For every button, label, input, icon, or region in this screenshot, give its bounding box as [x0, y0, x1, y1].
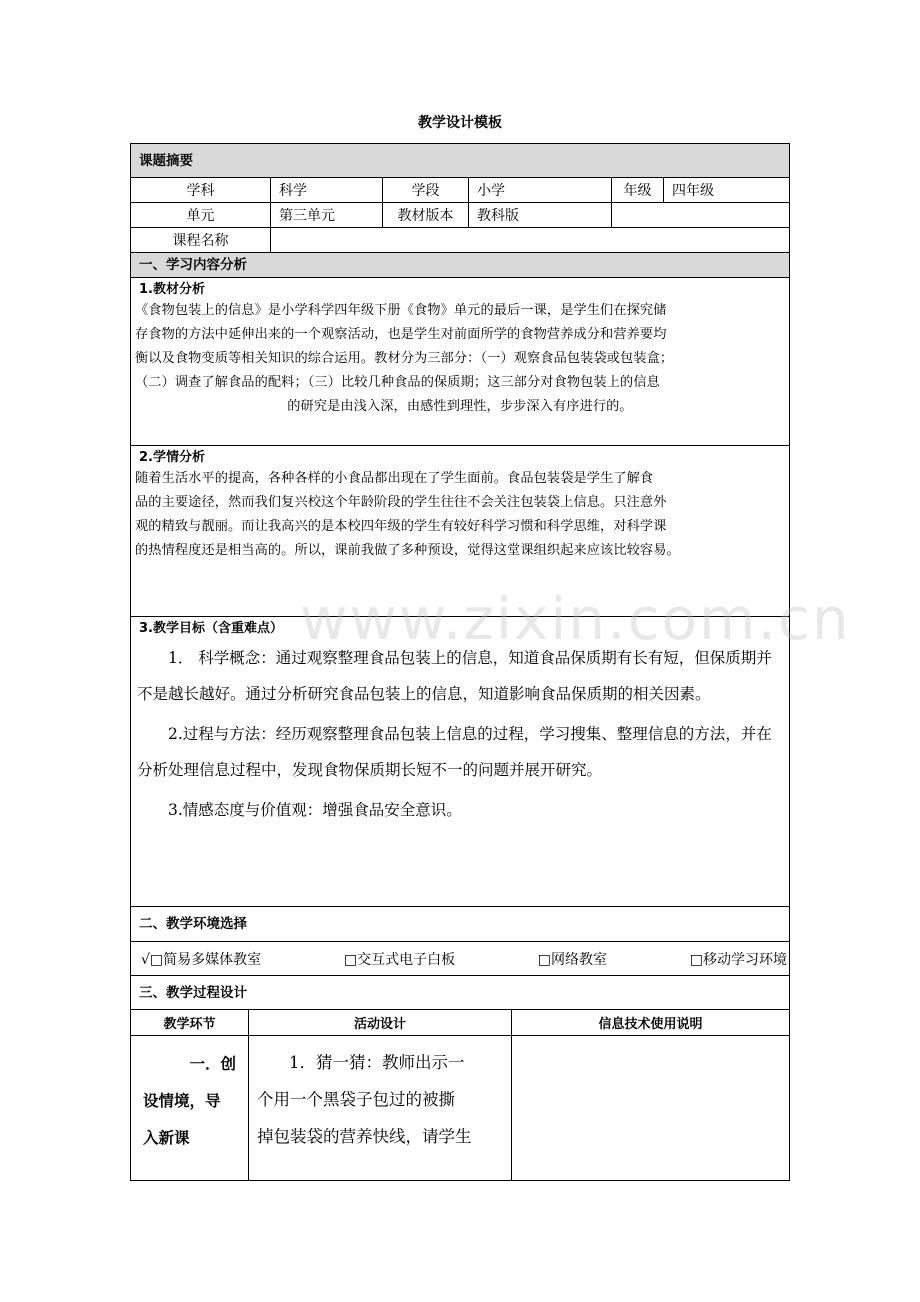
stage-name — [131, 1036, 248, 1157]
environment-header: 二、教学环境选择 — [131, 907, 789, 942]
subject-label: 学科 — [131, 178, 271, 202]
lesson-plan-table — [130, 143, 790, 1181]
document-title: 教学设计模板 — [418, 115, 502, 131]
env-option-whiteboard[interactable]: □交互式电子白板 — [343, 951, 456, 968]
textbook-analysis-section — [131, 278, 789, 446]
activity-line: 1．猜一猜：教师出示一 — [289, 1053, 465, 1072]
grade-label: 年级 — [612, 178, 664, 202]
stage-cell — [131, 1036, 249, 1180]
stage-name-line: 一．创 — [189, 1055, 236, 1073]
unit-row-empty — [612, 203, 789, 227]
textbook-analysis-title: 1.教材分析 — [139, 282, 205, 297]
env-option-multimedia[interactable]: √□简易多媒体教室 — [141, 951, 262, 968]
unit-label: 单元 — [131, 203, 271, 227]
learner-analysis-section — [131, 446, 789, 617]
activity-text — [249, 1036, 478, 1155]
textbook-line: （二）调查了解食品的配料；（三）比较几种食品的保质期；这三部分对食物包装上的信息 — [135, 375, 660, 390]
edition-label: 教材版本 — [383, 203, 469, 227]
textbook-line: 存食物的方法中延伸出来的一个观察活动，也是学生对前面所学的食物营养成分和营养要均 — [135, 327, 667, 342]
process-row-1 — [131, 1036, 789, 1180]
learner-analysis-title: 2.学情分析 — [139, 450, 205, 465]
col-header-stage: 教学环节 — [131, 1010, 249, 1035]
course-label: 课程名称 — [131, 228, 271, 252]
analysis-header: 一、学习内容分析 — [131, 253, 789, 278]
env-option-mobile[interactable]: □移动学习环境 — [689, 951, 787, 968]
grade-value: 四年级 — [672, 183, 714, 199]
col-header-it: 信息技术使用说明 — [598, 1017, 703, 1032]
learner-line: 品的主要途径，然而我们复兴校这个年龄阶段的学生往往不会关注包装袋上信息。只注意外 — [135, 495, 667, 510]
teaching-goals-body — [131, 638, 789, 828]
col-header-activity: 活动设计 — [249, 1010, 512, 1035]
course-value — [271, 228, 789, 252]
stage-label: 学段 — [383, 178, 469, 202]
activity-line: 个用一个黑袋子包过的被撕 — [257, 1090, 455, 1109]
environment-options-row — [131, 942, 789, 976]
learner-analysis-body — [131, 467, 789, 563]
stage-name-line: 设情境，导 — [143, 1092, 221, 1110]
summary-header: 课题摘要 — [131, 144, 789, 178]
activity-line: 掉包装袋的营养快线，请学生 — [257, 1127, 472, 1146]
textbook-line: 衡以及食物变质等相关知识的综合运用。教材分为三部分：（一）观察食品包装袋或包装盒； — [135, 351, 674, 366]
textbook-analysis-body — [131, 299, 789, 419]
watermark: www.zixin.com.cn — [300, 585, 851, 653]
teaching-goals-section — [131, 617, 789, 907]
goal-attitude: 3.情感态度与价值观：增强食品安全意识。 — [168, 801, 462, 819]
edition-value: 教科版 — [469, 203, 612, 227]
env-option-network[interactable]: □网络教室 — [537, 951, 608, 968]
it-note-cell — [512, 1036, 789, 1180]
process-header: 三、教学过程设计 — [131, 976, 789, 1010]
textbook-line: 《食物包装上的信息》是小学科学四年级下册《食物》单元的最后一课，是学生们在探究储 — [135, 303, 667, 318]
goal-concept: 1． 科学概念：通过观察整理食品包装上的信息，知道食品保质期有长有短，但保质期并不是越长越好。通过分析研究食品包装上的信息，知道影响食品保质期的相关因素。 — [137, 649, 772, 703]
stage-name-line: 入新课 — [143, 1129, 190, 1147]
activity-cell — [249, 1036, 512, 1180]
learner-line: 的热情程度还是相当高的。所以，课前我做了多种预设，觉得这堂课组织起来应该比较容易。 — [135, 543, 680, 558]
learner-line: 随着生活水平的提高，各种各样的小食品都出现在了学生面前。食品包装袋是学生了解食 — [135, 471, 654, 486]
summary-row-unit — [131, 203, 789, 228]
summary-row-subject — [131, 178, 789, 203]
unit-value: 第三单元 — [271, 203, 383, 227]
process-column-headers — [131, 1010, 789, 1036]
subject-value: 科学 — [271, 178, 383, 202]
goal-process: 2.过程与方法：经历观察整理食品包装上信息的过程，学习搜集、整理信息的方法，并在分析处理信息过程中，发现食物保质期长短不一的问题并展开研究。 — [137, 725, 772, 779]
stage-value: 小学 — [469, 178, 612, 202]
textbook-line: 的研究是由浅入深，由感性到理性，步步深入有序进行的。 — [287, 399, 633, 414]
teaching-goals-title: 3.教学目标（含重难点） — [139, 621, 283, 636]
learner-line: 观的精致与靓丽。而让我高兴的是本校四年级的学生有较好科学习惯和科学思维，对科学课 — [135, 519, 667, 534]
summary-row-course — [131, 228, 789, 253]
